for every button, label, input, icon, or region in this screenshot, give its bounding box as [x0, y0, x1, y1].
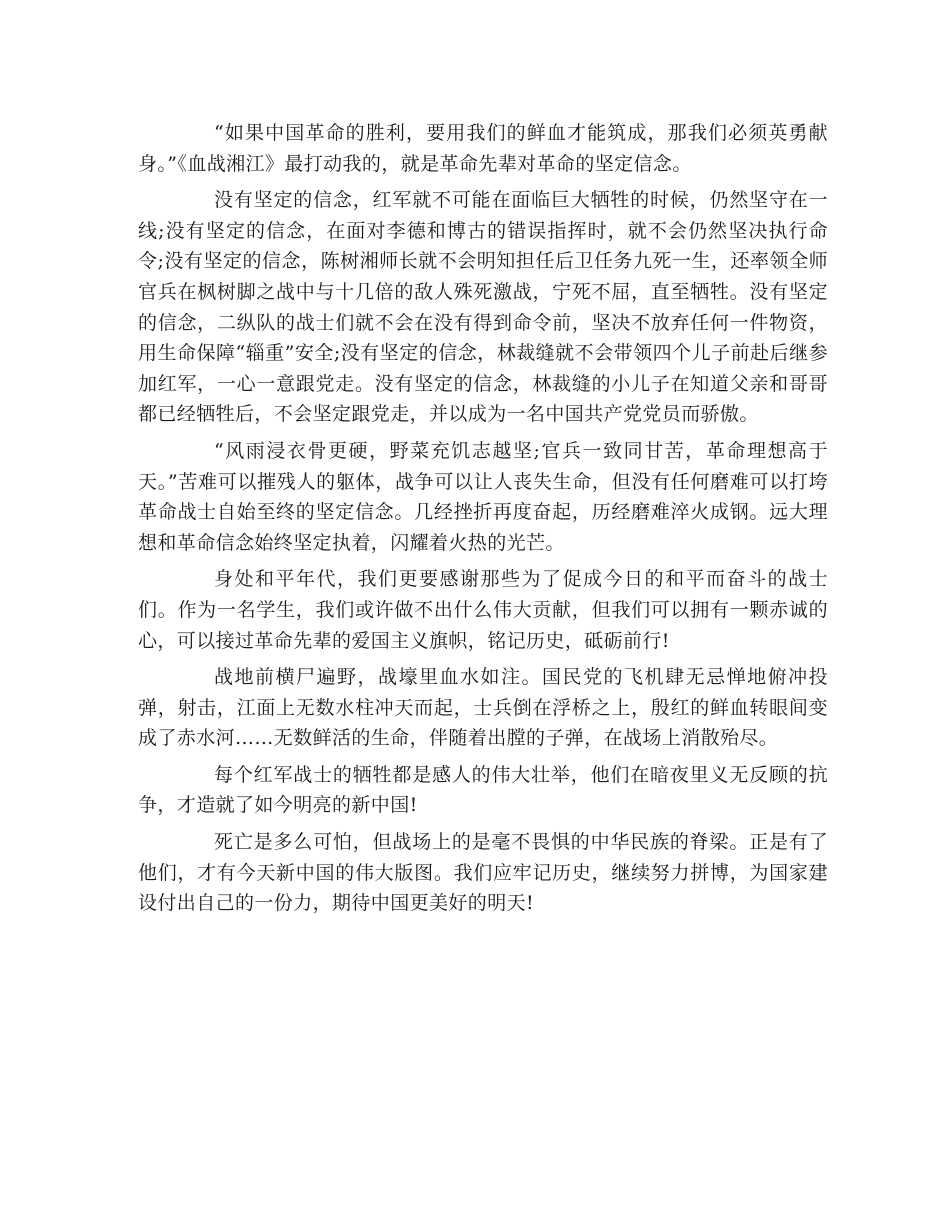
paragraph: 死亡是多么可怕，但战场上的是毫不畏惧的中华民族的脊梁。正是有了他们，才有今天新中国的伟大版图。我们应牢记历史，继续努力拼博，为国家建设付出自己的一份力，期待中国更美好的明天! — [138, 831, 828, 915]
paragraph: 每个红军战士的牺牲都是感人的伟大壮举，他们在暗夜里义无反顾的抗争，才造就了如今明亮的新中国! — [138, 763, 828, 817]
paragraph: 没有坚定的信念，红军就不可能在面临巨大牺牲的时候，仍然坚守在一线;没有坚定的信念，在面对李德和博古的错误指挥时，就不会仍然坚决执行命令;没有坚定的信念，陈树湘师长就不会明知担任后卫任务九死一生，还率领全师官兵在枫树脚之战中与十几倍的敌人殊死激战，宁死不屈，直至牺牲。没有坚定的信念，二纵队的战士们就不会在没有得到命令前，坚决不放弃任何一件物资，用生命保障“辎重”安全;没有坚定的信念，林裁缝就不会带领四个儿子前赴后继参加红军，一心一意跟党走。没有坚定的信念，林裁缝的小儿子在知道父亲和哥哥都已经牺牲后，不会坚定跟党走，并以成为一名中国共产党党员而骄傲。 — [138, 189, 828, 426]
document-body — [138, 118, 828, 925]
paragraph: 身处和平年代，我们更要感谢那些为了促成今日的和平而奋斗的战士们。作为一名学生，我们或许做不出什么伟大贡献，但我们可以拥有一颗赤诚的心，可以接过革命先辈的爱国主义旗帜，铭记历史，砥砺前行! — [138, 568, 828, 652]
paragraph: “如果中国革命的胜利，要用我们的鲜血才能筑成，那我们必须英勇献身。”《血战湘江》最打动我的，就是革命先辈对革命的坚定信念。 — [138, 122, 828, 175]
paragraph: 战地前横尸遍野，战壕里血水如注。国民党的飞机肆无忌惮地俯冲投弹，射击，江面上无数水柱冲天而起，士兵倒在浮桥之上，殷红的鲜血转眼间变成了赤水河……无数鲜活的生命，伴随着出膛的子弹，在战场上消散殆尽。 — [138, 666, 828, 750]
paragraph: “风雨浸衣骨更硬，野菜充饥志越坚;官兵一致同甘苦，革命理想高于天。”苦难可以摧残人的躯体，战争可以让人丧失生命，但没有任何磨难可以打垮革命战士自始至终的坚定信念。几经挫折再度奋起，历经磨难淬火成钢。远大理想和革命信念始终坚定执着，闪耀着火热的光芒。 — [138, 439, 828, 554]
